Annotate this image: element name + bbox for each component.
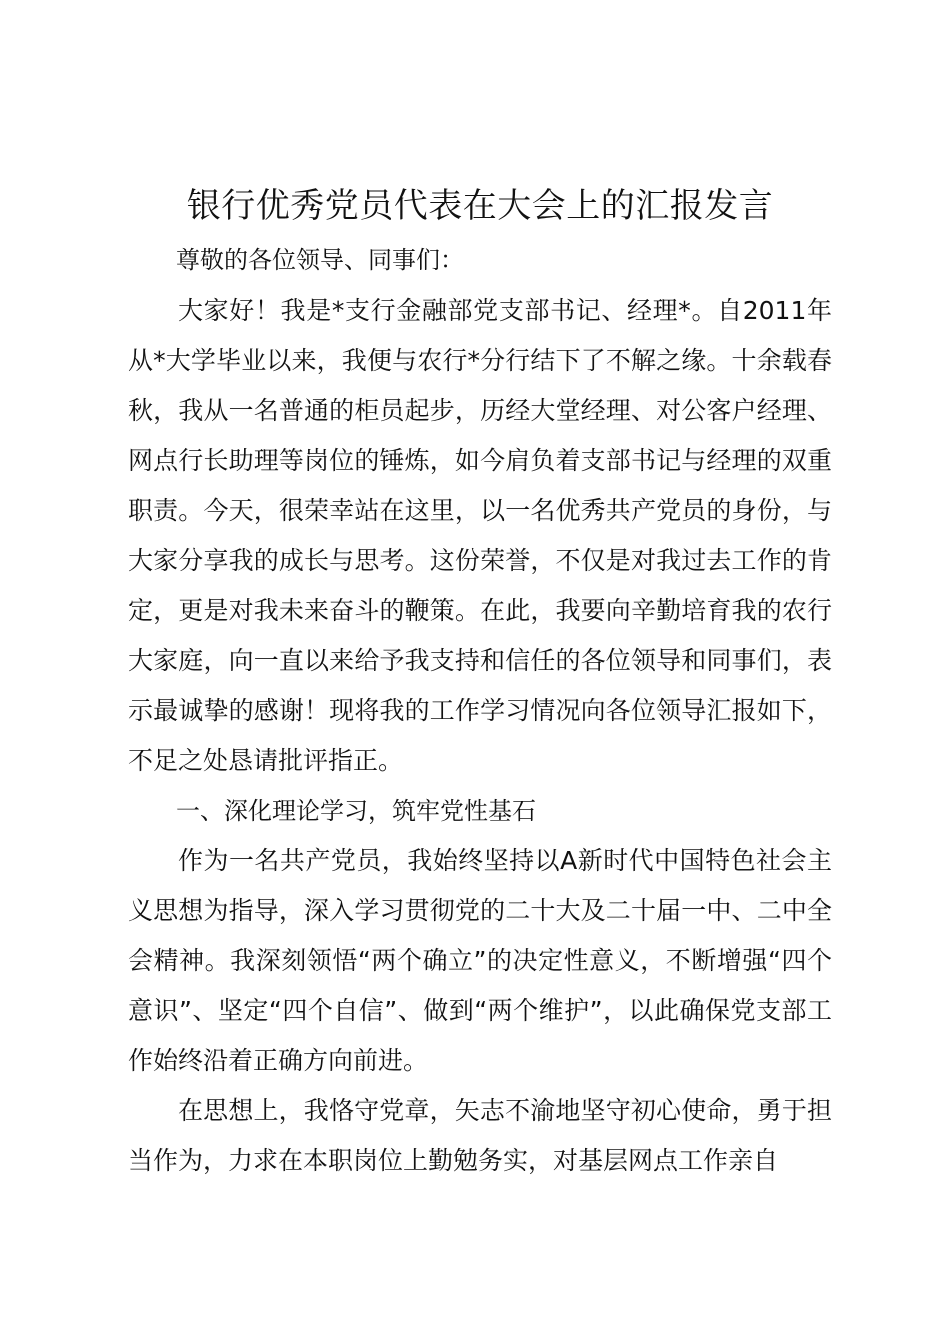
section-heading-1: 一、深化理论学习，筑牢党性基石 <box>176 797 536 825</box>
section1-paragraph-1: 作为一名共产党员，我始终坚持以A新时代中国特色社会主义思想为指导，深入学习贯彻党的二十大及二十届一中、二中全会精神。我深刻领悟“两个确立”的决定性意义，不断增强“四个意识”、坚定“四个自信”、做到“两个维护”，以此确保党支部工作始终沿着正确方向前进。 <box>128 846 832 1075</box>
salutation: 尊敬的各位领导、同事们： <box>176 246 464 274</box>
document-page <box>128 176 832 1186</box>
intro-paragraph: 大家好！我是*支行金融部党支部书记、经理*。自2011年从*大学毕业以来，我便与农行*分行结下了不解之缘。十余载春秋，我从一名普通的柜员起步，历经大堂经理、对公客户经理、网点行长助理等岗位的锤炼，如今肩负着支部书记与经理的双重职责。今天，很荣幸站在这里，以一名优秀共产党员的身份，与大家分享我的成长与思考。这份荣誉，不仅是对我过去工作的肯定，更是对我未来奋斗的鞭策。在此，我要向辛勤培育我的农行大家庭，向一直以来给予我支持和信任的各位领导和同事们，表示最诚挚的感谢！现将我的工作学习情况向各位领导汇报如下，不足之处恳请批评指正。 <box>128 296 832 775</box>
section1-paragraph-2: 在思想上，我恪守党章，矢志不渝地坚守初心使命，勇于担当作为，力求在本职岗位上勤勉务实，对基层网点工作亲自 <box>128 1096 832 1175</box>
document-title: 银行优秀党员代表在大会上的汇报发言 <box>186 186 774 226</box>
